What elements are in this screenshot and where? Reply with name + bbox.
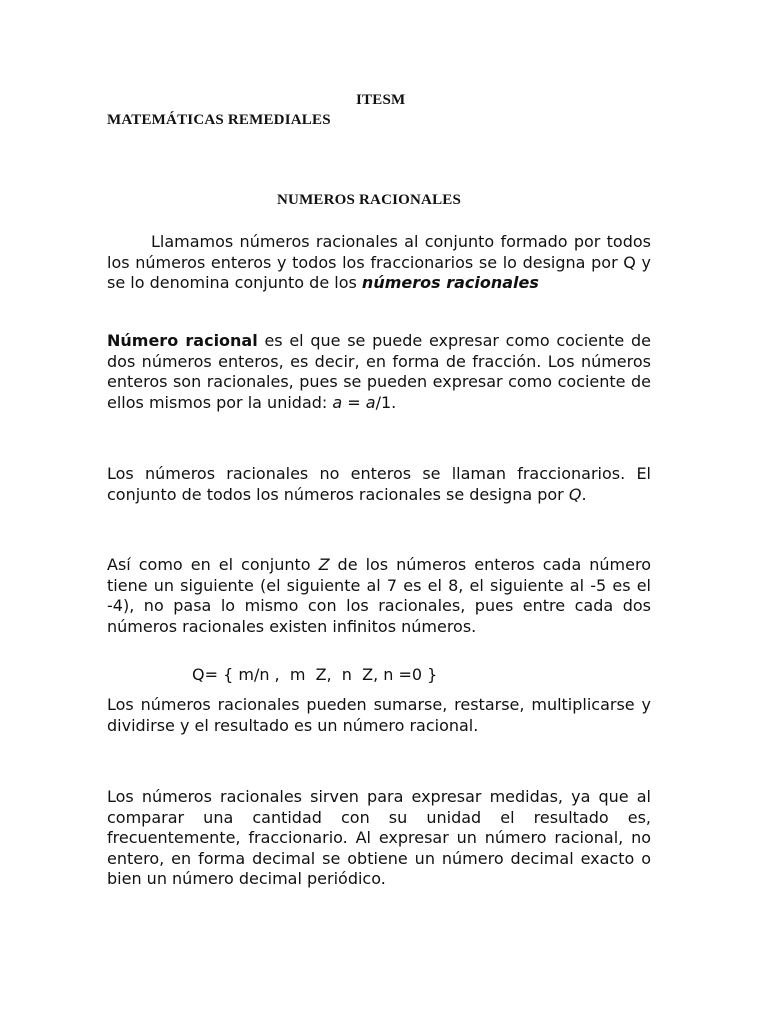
variable-a: a — [332, 392, 343, 412]
paragraph-text: Los números racionales no enteros se llaman fraccionarios. El conjunto de todos los números racionales se designa por — [107, 464, 651, 504]
equals-sign: = — [342, 392, 366, 412]
period: . — [581, 484, 587, 504]
paragraph-text: Así como en el conjunto — [107, 555, 319, 574]
institution-heading: ITESM — [356, 92, 406, 108]
set-symbol-q: Q — [568, 484, 582, 504]
paragraph-fractional — [107, 464, 651, 505]
paragraph-operations — [107, 695, 651, 736]
paragraph-density — [107, 555, 651, 637]
paragraph-text: Llamamos números racionales al conjunto formado por todos los números enteros y todos los fraccionarios se lo designa por Q y se lo denomina conjunto de los — [107, 232, 651, 292]
paragraph-text: Los números racionales sirven para expresar medidas, ya que al comparar una cantidad con su unidad el resultado es, frecuentemente, fraccionario. Al expresar un número racional, no entero, en forma decimal se obtiene un número decimal exacto o bien un número decimal periódico. — [107, 787, 651, 888]
expression-tail: /1. — [375, 392, 397, 412]
paragraph-definition-set — [107, 232, 651, 294]
set-formula: Q= { m/n , m Z, n Z, n =0 } — [192, 665, 438, 684]
paragraph-text: Los números racionales pueden sumarse, restarse, multiplicarse y dividirse y el resultado es un número racional. — [107, 695, 651, 735]
variable-a: a — [365, 392, 376, 412]
paragraph-text: de los números enteros cada número tiene un siguiente (el siguiente al 7 es el 8, el siguiente al -5 es el -4), no pasa lo mismo con los racionales, pues entre cada dos números racionales existen infinitos números. — [107, 555, 652, 636]
paragraph-text: es el que se puede expresar como cociente de dos números enteros, es decir, en forma de fracción. Los números enteros son racionales, pues se pueden expresar como cociente de ellos mismos por la unidad: — [107, 331, 651, 412]
course-heading: MATEMÁTICAS REMEDIALES — [107, 112, 331, 128]
set-symbol-z: Z — [318, 555, 330, 574]
bold-term: Número racional — [107, 331, 258, 350]
paragraph-rational-number — [107, 331, 651, 413]
topic-title: NUMEROS RACIONALES — [277, 192, 462, 208]
paragraph-measurements — [107, 787, 651, 890]
emphasis-term: números racionales — [361, 273, 539, 292]
